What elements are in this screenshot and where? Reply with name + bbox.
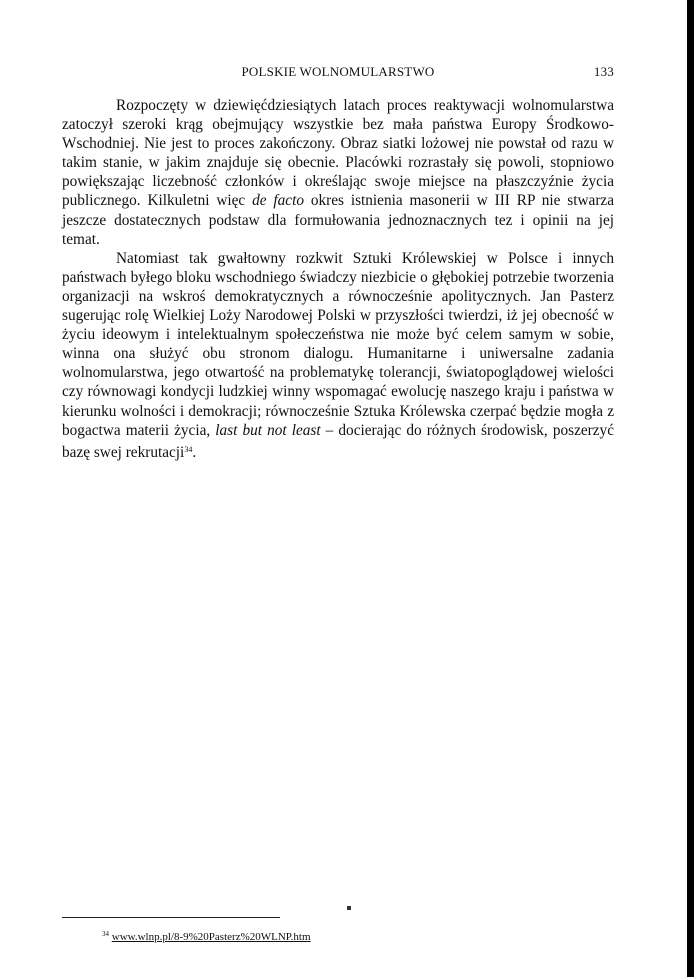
body-text <box>62 96 614 462</box>
paragraph-1 <box>62 96 614 249</box>
paragraph-2-text-b: – docierając do różnych środowisk, poszerzyć bazę swej rekrutacji <box>62 421 614 461</box>
paragraph-1-text-a: Rozpoczęty w dziewięćdziesiątych latach proces reaktywacji wolnomularstwa zatoczył szeroki krąg obejmujący wszystkie bez mała państwa Europy Środkowo-Wschodniej. Nie jest to proces zakończony. Obraz siatki lożowej nie powstał od razu w takim stanie, w jakim znajduje się obecnie. Placówki rozrastały się powoli, stopniowo powiększając liczebność członków i określając swoje miejsce na płaszczyźnie życia publicznego. Kilkuletni więc <box>62 97 614 210</box>
running-header <box>62 64 614 84</box>
footnote-number: 34 <box>102 930 109 938</box>
footnote <box>102 930 311 943</box>
paragraph-2-text-a: Natomiast tak gwałtowny rozkwit Sztuki Królewskiej w Polsce i innych państwach byłego bloku wschodniego świadczy niezbicie o głębokiej potrzebie tworzenia organizacji na wskroś demokratycznych a równocześnie apolitycznych. Jan Pasterz sugerując rolę Wielkiej Loży Narodowej Polski w przyszłości twierdzi, iż jej obecność w życiu ideowym i intelektualnym społeczeństwa nie może być celem samym w sobie, winna ona służyć obu stronom dialogu. Humanitarne i uniwersalne zadania wolnomularstwa, jego otwartość na problematykę tolerancji, światopoglądowej wielości czy równowagi kondycji ludzkiej winny wspomagać ewolucję naszego kraju i państwa w kierunku wolności i demokracji; równocześnie Sztuka Królewska czerpać będzie mogła z bogactwa materii życia, <box>62 249 614 439</box>
footnote-reference[interactable]: 34 <box>184 444 193 454</box>
running-header-title: POLSKIE WOLNOMULARSTWO <box>241 64 435 79</box>
paragraph-2-emphasis: last but not least <box>215 421 321 439</box>
scan-artifact <box>347 906 351 910</box>
footnote-link[interactable]: www.wlnp.pl/8-9%20Pasterz%20WLNP.htm <box>111 931 311 943</box>
footnote-divider <box>62 917 280 918</box>
page-number: 133 <box>593 64 614 79</box>
paragraph-2-end: . <box>192 443 197 461</box>
paragraph-2 <box>62 249 614 462</box>
scan-edge-border <box>687 0 694 977</box>
paragraph-1-emphasis: de facto <box>252 192 304 210</box>
paragraph-1-text-b: okres istnienia masonerii w III RP nie stwarza jeszcze dostatecznych podstaw dla formułowania jednoznacznych tez i opinii na jej temat. <box>62 192 614 248</box>
